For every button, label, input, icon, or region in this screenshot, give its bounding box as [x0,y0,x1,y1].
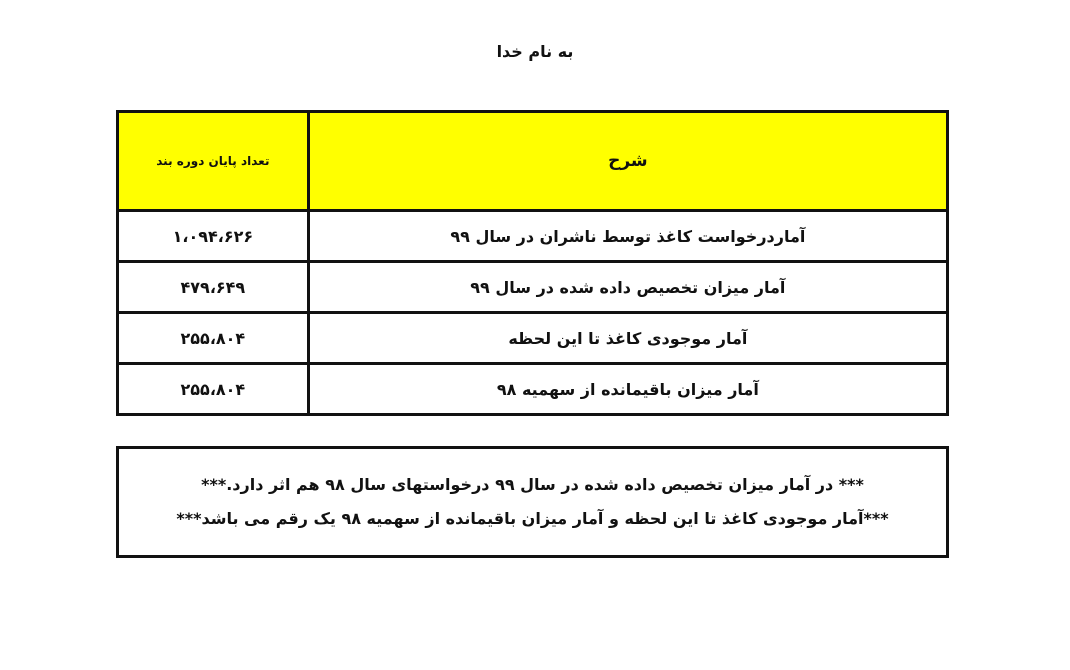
row-count: ۱،۰۹۴،۶۲۶ [118,211,309,262]
row-description: آمار میزان باقیمانده از سهمیه ۹۸ [308,364,947,415]
row-count: ۲۵۵،۸۰۴ [118,364,309,415]
table-row [118,211,948,262]
note-line-1: *** در آمار میزان تخصیص داده شده در سال ۹۹ درخواستهای سال ۹۸ هم اثر دارد.*** [201,475,864,494]
notes-box [116,446,949,558]
row-description: آماردرخواست کاغذ توسط ناشران در سال ۹۹ [308,211,947,262]
statistics-table [116,110,949,416]
row-description: آمار میزان تخصیص داده شده در سال ۹۹ [308,262,947,313]
page-title: به نام خدا [496,42,574,61]
note-line-2: ***آمار موجودی کاغذ تا این لحظه و آمار میزان باقیمانده از سهمیه ۹۸ یک رقم می باشد*** [176,509,889,528]
table-header-row [118,112,948,211]
row-description: آمار موجودی کاغذ تا این لحظه [308,313,947,364]
row-count: ۲۵۵،۸۰۴ [118,313,309,364]
header-description: شرح [308,112,947,211]
table-row [118,262,948,313]
row-count: ۴۷۹،۶۴۹ [118,262,309,313]
header-count: تعداد پایان دوره بند [118,112,309,211]
table-row [118,313,948,364]
table-row [118,364,948,415]
